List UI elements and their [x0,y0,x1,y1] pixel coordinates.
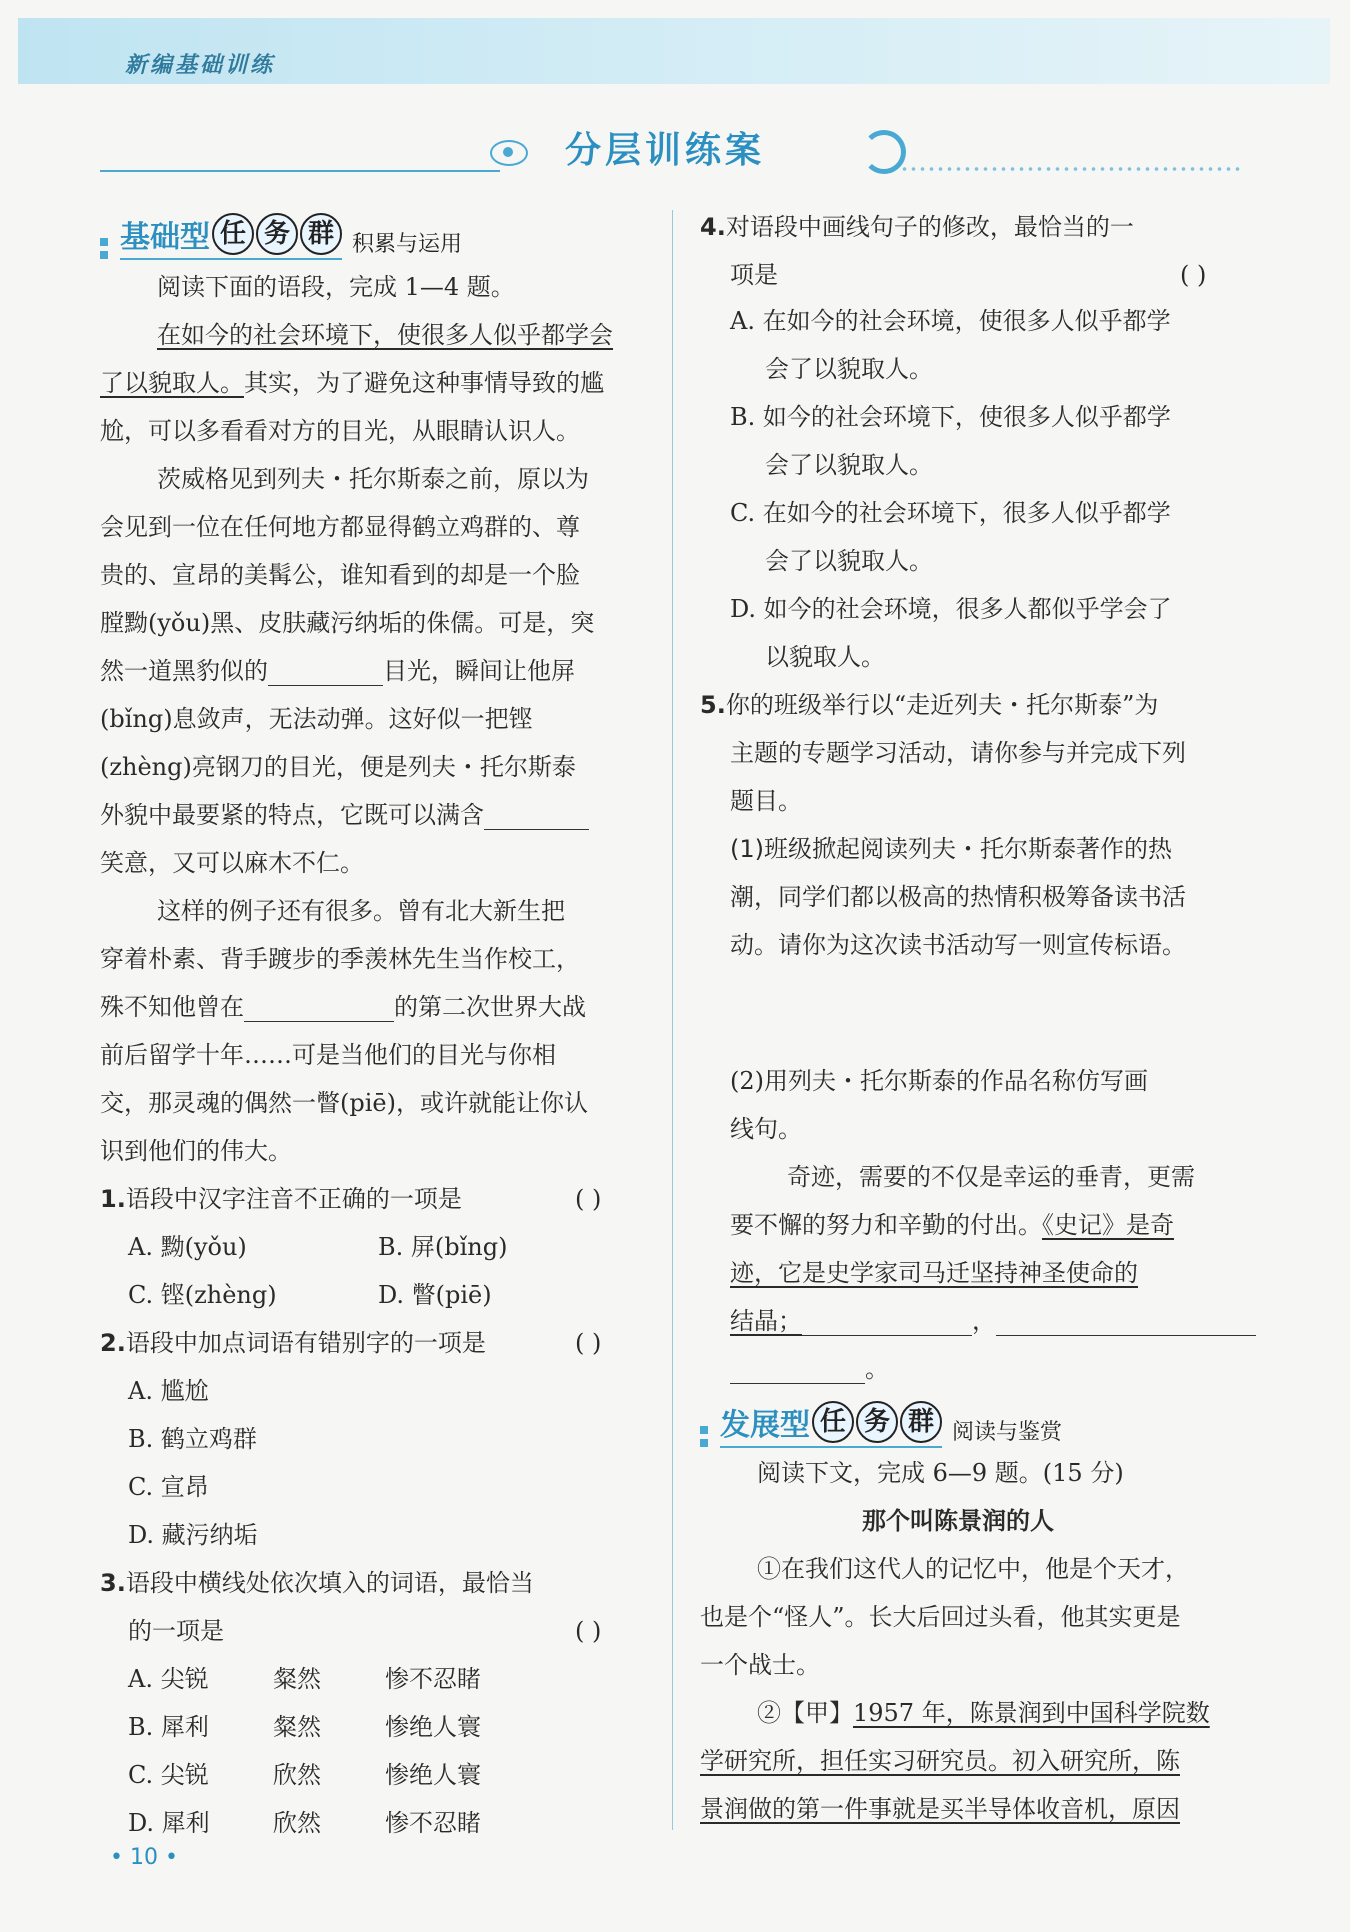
passage-line: 了以貌取人。其实，为了避免这种事情导致的尴 [100,369,604,397]
banner-title: 分层训练案 [565,130,766,171]
option-d[interactable]: D. 瞥(piē) [378,1281,492,1309]
option-c[interactable]: C. 宣昂 [128,1473,209,1501]
option-word: 惨不忍睹 [385,1809,481,1837]
passage-line: 在如今的社会环境下，使很多人似乎都学会 [157,321,613,349]
section-head-basic [100,212,462,260]
question-1: 1.语段中汉字注音不正确的一项是 [100,1185,462,1213]
example-line: 要不懈的努力和辛勤的付出。《史记》是奇 [730,1211,1174,1239]
option-d[interactable]: D. 藏污纳垢 [128,1521,258,1549]
option-a-cont: 会了以貌取人。 [765,355,933,383]
option-word: 惨绝人寰 [385,1761,481,1789]
section-title-text: 基础型 [120,220,210,255]
section-subtitle: 阅读与鉴赏 [952,1420,1063,1445]
circle-char: 务 [856,1401,898,1443]
subquestion-1-line: 潮，同学们都以极高的热情积极筹备读书活 [730,883,1186,911]
option-b[interactable]: B. 如今的社会环境下，使很多人似乎都学 [730,403,1171,431]
answer-paren[interactable]: ( ) [1180,261,1207,289]
option-word: 欣然 [273,1761,321,1789]
option-a[interactable]: A. 尴尬 [128,1377,209,1405]
section-title [120,212,342,260]
passage-line: 膛黝(yǒu)黑、皮肤藏污纳垢的侏儒。可是，突 [100,609,595,637]
answer-paren[interactable]: ( ) [575,1329,602,1357]
reading-intro: 阅读下文，完成 6—9 题。(15 分) [757,1459,1124,1487]
passage-line: 贵的、宣昂的美髯公，谁知看到的却是一个脸 [100,561,580,589]
passage-line: (bǐng)息敛声，无法动弹。这好似一把铿 [100,705,533,733]
circle-char: 务 [256,213,298,255]
example-line: 迹，它是史学家司马迁坚持神圣使命的 [730,1259,1138,1287]
option-word: 欣然 [273,1809,321,1837]
question-5: 5.你的班级举行以“走近列夫・托尔斯泰”为 [700,691,1159,719]
question-5-line: 主题的专题学习活动，请你参与并完成下列 [730,739,1186,767]
reading-line: ①在我们这代人的记忆中，他是个天才， [757,1555,1189,1583]
question-2: 2.语段中加点词语有错别字的一项是 [100,1329,486,1357]
question-5-line: 题目。 [730,787,802,815]
question-3-cont: 的一项是 [128,1617,224,1645]
answer-paren[interactable]: ( ) [575,1185,602,1213]
section-title [720,1400,942,1448]
section-mark-icon [100,238,112,260]
option-b[interactable]: B. 犀利 [128,1713,209,1741]
option-b[interactable]: B. 鹤立鸡群 [128,1425,257,1453]
section-subtitle: 积累与运用 [352,232,463,257]
passage-line: 然一道黑豹似的 目光，瞬间让他屏 [100,657,575,685]
option-c[interactable]: C. 铿(zhèng) [128,1281,277,1309]
page-number: • 10 • [110,1845,178,1870]
option-word: 粲然 [273,1713,321,1741]
banner-line [100,170,500,172]
option-c-cont: 会了以貌取人。 [765,547,933,575]
question-3: 3.语段中横线处依次填入的词语，最恰当 [100,1569,534,1597]
passage-line: 这样的例子还有很多。曾有北大新生把 [157,897,565,925]
passage-line: 穿着朴素、背手踱步的季羡林先生当作校工， [100,945,580,973]
passage-line: 殊不知他曾在 的第二次世界大战 [100,993,586,1021]
option-a[interactable]: A. 尖锐 [128,1665,209,1693]
option-d[interactable]: D. 如今的社会环境，很多人都似乎学会了 [730,595,1172,623]
passage-line: 前后留学十年……可是当他们的目光与你相 [100,1041,556,1069]
option-word: 惨绝人寰 [385,1713,481,1741]
subquestion-1-line: 动。请你为这次读书活动写一则宣传标语。 [730,931,1186,959]
example-line: 奇迹，需要的不仅是幸运的垂青，更需 [787,1163,1195,1191]
reading-title: 那个叫陈景润的人 [862,1507,1054,1535]
reading-line: 学研究所，担任实习研究员。初入研究所，陈 [700,1747,1180,1775]
answer-paren[interactable]: ( ) [575,1617,602,1645]
subquestion-1: (1)班级掀起阅读列夫・托尔斯泰著作的热 [730,835,1172,863]
banner-dots [900,166,1240,172]
eye-icon [490,140,528,166]
option-a[interactable]: A. 在如今的社会环境，使很多人似乎都学 [730,307,1171,335]
column-divider [672,210,673,1830]
passage-line: 会见到一位在任何地方都显得鹤立鸡群的、尊 [100,513,580,541]
circle-char: 群 [300,213,342,255]
passage-line: 交，那灵魂的偶然一瞥(piē)，或许就能让你认 [100,1089,588,1117]
option-c[interactable]: C. 尖锐 [128,1761,209,1789]
example-answer-line[interactable]: 。 [730,1354,889,1384]
passage-line: (zhèng)亮钢刀的目光，便是列夫・托尔斯泰 [100,753,576,781]
option-word: 粲然 [273,1665,321,1693]
circle-char: 任 [812,1401,854,1443]
circle-char: 群 [900,1401,942,1443]
passage-line: 笑意，又可以麻木不仁。 [100,849,364,877]
reading-line: 景润做的第一件事就是买半导体收音机，原因 [700,1795,1180,1823]
option-b[interactable]: B. 屏(bǐng) [378,1233,508,1261]
option-d-cont: 以貌取人。 [765,643,885,671]
brand-text: 新编基础训练 [125,53,276,78]
passage-line: 茨威格见到列夫・托尔斯泰之前，原以为 [157,465,589,493]
example-answer-line[interactable]: 结晶； ， [730,1306,1256,1336]
circle-char: 任 [212,213,254,255]
section-mark-icon [700,1426,712,1448]
subquestion-2: (2)用列夫・托尔斯泰的作品名称仿写画 [730,1067,1148,1095]
passage-line: 尬，可以多看看对方的目光，从眼睛认识人。 [100,417,580,445]
option-c[interactable]: C. 在如今的社会环境下，很多人似乎都学 [730,499,1171,527]
passage-line: 外貌中最要紧的特点，它既可以满含 [100,800,589,830]
question-4-cont: 项是 [730,261,778,289]
subquestion-2-line: 线句。 [730,1115,802,1143]
question-4: 4.对语段中画线句子的修改，最恰当的一 [700,213,1134,241]
section-head-dev [700,1400,1062,1448]
passage-line: 识到他们的伟大。 [100,1137,292,1165]
reading-line: 也是个“怪人”。长大后回过头看，他其实更是 [700,1603,1181,1631]
option-d[interactable]: D. 犀利 [128,1809,210,1837]
intro-text: 阅读下面的语段，完成 1—4 题。 [157,273,515,301]
reading-line: 一个战士。 [700,1651,820,1679]
option-word: 惨不忍睹 [385,1665,481,1693]
option-b-cont: 会了以貌取人。 [765,451,933,479]
option-a[interactable]: A. 黝(yǒu) [128,1233,247,1261]
reading-line: ②【甲】1957 年，陈景润到中国科学院数 [757,1699,1210,1727]
section-title-text: 发展型 [720,1408,810,1443]
